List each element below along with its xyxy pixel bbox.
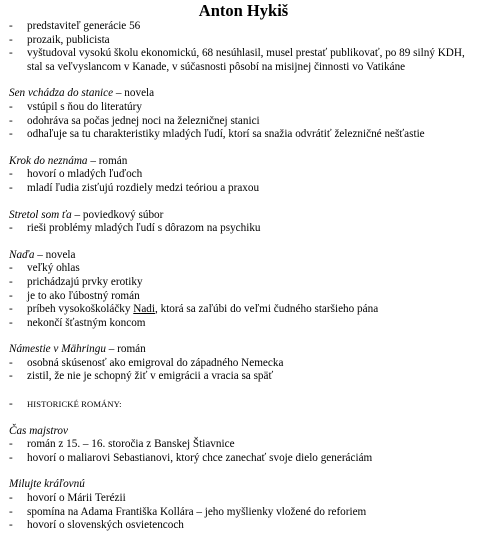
work-heading <box>0 155 487 169</box>
dash-bullet: - <box>9 262 13 275</box>
work-section <box>0 87 487 141</box>
work-title: Krok do neznáma <box>9 154 88 167</box>
work-heading <box>0 425 487 439</box>
dash-bullet: - <box>9 398 13 411</box>
work-section <box>0 425 487 466</box>
work-title: Milujte kráľovnú <box>9 478 85 491</box>
list-item: - predstaviteľ generácie 56 <box>9 20 141 32</box>
work-section <box>0 209 487 236</box>
list-item: - vstúpil s ňou do literatúry <box>9 100 142 113</box>
historical-heading-list <box>0 398 487 412</box>
list-item: - hovorí o slovenských osvietencoch <box>9 519 184 532</box>
list-item: - je to ako ľúbostný román <box>9 289 140 302</box>
work-genre: – román <box>108 343 146 356</box>
work-list <box>0 438 487 465</box>
work-title: Naďa <box>9 248 35 261</box>
list-item: - prozaik, publicista <box>9 33 110 46</box>
work-genre: – novela <box>37 248 76 261</box>
list-item: - román z 15. – 16. storočia z Banskej Štiavnice <box>9 438 235 451</box>
work-section <box>0 343 487 384</box>
dash-bullet: - <box>9 168 13 181</box>
work-genre: – román <box>90 154 128 167</box>
work-list <box>0 168 487 195</box>
work-heading <box>0 343 487 357</box>
work-title: Čas majstrov <box>9 424 68 437</box>
historical-section <box>0 398 487 412</box>
list-item: - zistil, že nie je schopný žiť v emigrácii a vracia sa späť <box>9 370 274 383</box>
dash-bullet: - <box>9 114 13 127</box>
dash-bullet: - <box>9 181 13 194</box>
work-list <box>0 262 487 330</box>
dash-bullet: - <box>9 316 13 329</box>
dash-bullet: - <box>9 492 13 505</box>
work-genre: – poviedkový súbor <box>74 208 164 221</box>
list-item: - nekončí šťastným koncom <box>9 316 146 329</box>
dash-bullet: - <box>9 519 13 532</box>
list-item: - odhaľuje sa tu charakteristiky mladých ľudí, ktorí sa snažia odvrátiť železničné nešťastie <box>9 128 425 141</box>
historical-heading: - HISTORICKÉ ROMÁNY: <box>9 398 122 411</box>
list-item: - príbeh vysokoškoláčky Nadi, ktorá sa zaľúbi do veľmi čudného staršieho pána <box>9 303 379 316</box>
dash-bullet: - <box>9 222 13 235</box>
work-list <box>0 222 487 236</box>
list-item: - odohráva sa počas jednej noci na železničnej stanici <box>9 114 260 127</box>
work-heading <box>0 478 487 492</box>
dash-bullet: - <box>9 275 13 288</box>
dash-bullet: - <box>9 370 13 383</box>
work-title: Stretol som ťa <box>9 208 72 221</box>
list-item: - osobná skúsenosť ako emigroval do západného Nemecka <box>9 356 284 369</box>
work-list <box>0 101 487 142</box>
work-heading <box>0 87 487 101</box>
work-section <box>0 155 487 196</box>
dash-bullet: - <box>9 356 13 369</box>
work-title: Sen vchádza do stanice <box>9 87 114 100</box>
list-item: - hovorí o maliarovi Sebastianovi, ktorý chce zanechať svoje dielo generáciám <box>9 451 373 464</box>
dash-bullet: - <box>9 20 13 32</box>
dash-bullet: - <box>9 289 13 302</box>
work-list <box>0 357 487 384</box>
work-section <box>0 249 487 331</box>
list-item: - hovorí o Márii Terézii <box>9 492 126 505</box>
dash-bullet: - <box>9 505 13 518</box>
dash-bullet: - <box>9 438 13 451</box>
work-list <box>0 492 487 533</box>
list-item: - mladí ľudia zisťujú rozdiely medzi teóriou a praxou <box>9 181 260 194</box>
work-section <box>0 478 487 532</box>
work-genre: – novela <box>115 87 155 100</box>
list-item: - hovorí o mladých ľuďoch <box>9 168 143 181</box>
list-item: - spomína na Adama Františka Kollára – jeho myšlienky vložené do reforiem <box>9 505 367 518</box>
dash-bullet: - <box>9 128 13 141</box>
dash-bullet: - <box>9 33 13 46</box>
document-title: Anton Hykiš <box>198 1 289 20</box>
list-item: - rieši problémy mladých ľudí s dôrazom na psychiku <box>9 222 261 235</box>
work-heading <box>0 249 487 263</box>
list-item: - veľký ohlas <box>9 262 80 275</box>
work-title: Námestie v Mähringu <box>9 343 106 356</box>
dash-bullet: - <box>9 100 13 113</box>
list-item: - prichádzajú prvky erotiky <box>9 275 143 288</box>
author-intro <box>0 20 487 74</box>
intro-list <box>0 20 487 74</box>
dash-bullet: - <box>9 47 13 60</box>
dash-bullet: - <box>9 303 13 316</box>
list-item: - vyštudoval vysokú školu ekonomickú, 68 nesúhlasil, musel prestať publikovať, po 89 silný KDH, stal sa veľvyslancom v Kanade, v súčasnosti pôsobí na misijnej činnosti vo Vatikáne <box>9 47 465 73</box>
dash-bullet: - <box>9 451 13 464</box>
work-heading <box>0 209 487 223</box>
